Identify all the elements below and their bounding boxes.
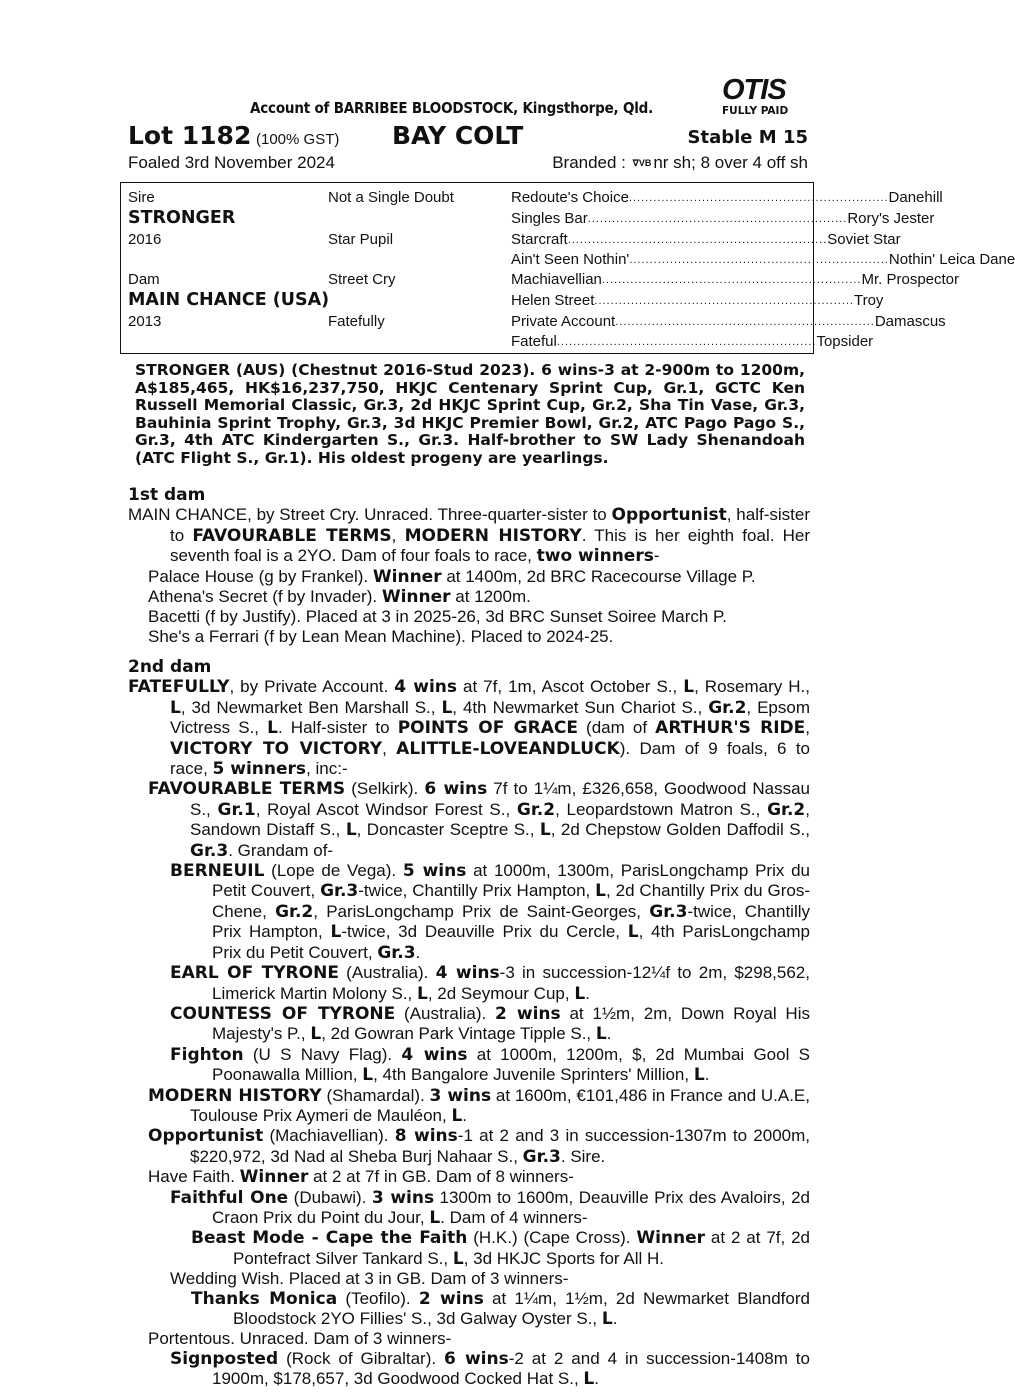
family-entry: [170, 1269, 810, 1288]
text-run: -: [653, 546, 660, 566]
bold-text: Gr.3: [190, 840, 229, 861]
family-entry: [148, 1126, 810, 1167]
sire-name: STRONGER: [128, 208, 236, 228]
family-entry: [191, 1289, 810, 1330]
text-run: at 2 at 7f in GB. Dam of 8 winners-: [308, 1167, 574, 1187]
text-run: MAIN CHANCE, by Street Cry. Unraced. Three-quarter-sister to: [128, 505, 612, 525]
text-run: , Leopardstown Matron S.,: [555, 799, 768, 819]
text-run: (Lope de Vega).: [264, 861, 403, 881]
text-run: , 2d Seymour Cup,: [427, 983, 575, 1003]
branded-details: nr sh; 8 over 4 off sh: [653, 153, 808, 172]
bold-text: Winner: [381, 587, 451, 608]
text-run: at 1000m, 1300m, ParisLongchamp Prix du Petit Couvert,: [212, 861, 810, 901]
fully-paid-text: FULLY PAID: [722, 105, 789, 117]
dam-label: Dam: [128, 271, 160, 288]
family-entry: [148, 1167, 810, 1187]
foals-list: [128, 567, 810, 647]
text-run: .: [594, 1369, 599, 1389]
family-entry: [148, 1329, 810, 1348]
text-run: .: [585, 983, 590, 1003]
text-run: , ParisLongchamp Prix de Saint-Georges,: [313, 901, 650, 921]
text-run: -1 at 2 and 3 in succession-1307m to 2000m, $220,972, 3d Nad al Sheba Burj Nahaar S.,: [190, 1126, 810, 1166]
bold-text: ARTHUR'S RIDE: [655, 718, 806, 739]
sire-sire: Not a Single Doubt: [328, 189, 454, 206]
text-run: (H.K.) (Cape Cross).: [467, 1228, 637, 1248]
text-run: (Dubawi).: [288, 1187, 372, 1207]
second-dam-section: [128, 658, 810, 1390]
bold-text: L: [170, 697, 181, 718]
bold-text: 4 wins: [394, 677, 458, 698]
foal-entry: [148, 587, 810, 607]
bold-text: 4 wins: [401, 1044, 468, 1065]
bold-text: COUNTESS OF TYRONE: [170, 1003, 396, 1024]
text-run: (Australia).: [395, 1003, 496, 1023]
text-run: , Royal Ascot Windsor Forest S.,: [255, 799, 517, 819]
text-run: -twice, Chantilly Prix Hampton,: [212, 901, 810, 942]
bold-text: 6 wins: [444, 1348, 509, 1369]
gst-note: (100% GST): [256, 131, 340, 148]
bold-text: L: [583, 1369, 595, 1390]
branded-label: Branded :: [552, 153, 626, 172]
family-entry: [170, 963, 810, 1004]
text-run: Athena's Secret (f by Invader).: [148, 587, 382, 607]
foal-entry: [148, 607, 810, 626]
first-dam-section: [128, 486, 810, 646]
dam-sire: Street Cry: [328, 271, 396, 288]
bold-text: L: [452, 1248, 464, 1269]
first-dam-heading: 1st dam: [128, 485, 206, 505]
bold-text: Opportunist: [611, 505, 727, 526]
text-run: (Shamardal).: [321, 1085, 430, 1105]
bold-text: L: [574, 983, 586, 1004]
text-run: . Half-sister to: [277, 718, 398, 738]
text-run: at 1600m, €101,486 in France and U.A.E, Toulouse Prix Aymeri de Mauléon,: [190, 1085, 810, 1125]
text-run: -twice, Chantilly Prix Hampton,: [358, 881, 596, 901]
text-run: (Rock of Gibraltar).: [278, 1348, 445, 1368]
bold-text: Gr.3: [649, 901, 688, 922]
bold-text: L: [539, 820, 551, 841]
pedigree-table: [120, 182, 1015, 354]
bold-text: Beast Mode - Cape the Faith: [191, 1228, 468, 1249]
text-run: Bacetti (f by Justify). Placed at 3 in 2025-26, 3d BRC Sunset Soiree March P.: [148, 607, 727, 627]
ancestor-row: Starcraft ................................................................ Soviet Star: [511, 231, 901, 248]
bold-text: VICTORY TO VICTORY: [170, 738, 383, 759]
bold-text: Winner: [239, 1167, 309, 1188]
text-run: Portentous. Unraced. Dam of 3 winners-: [148, 1329, 452, 1349]
bold-text: L: [595, 1024, 607, 1045]
brand-mark-icon: ᐁVB: [632, 158, 652, 168]
bold-text: L: [417, 983, 428, 1004]
text-run: ,: [391, 525, 405, 545]
bold-text: 4 wins: [435, 963, 500, 984]
bold-text: POINTS OF GRACE: [397, 718, 578, 739]
bold-text: 5 wins: [402, 861, 467, 882]
text-run: (U S Navy Flag).: [243, 1044, 402, 1064]
bold-text: 3 wins: [371, 1187, 435, 1208]
bold-text: Gr.2: [767, 799, 806, 820]
foal-entry: [148, 627, 810, 646]
bold-text: Gr.3: [377, 942, 416, 963]
text-run: , 4th ParisLongchamp Prix du Petit Couvert,: [212, 922, 810, 962]
second-dam-heading: 2nd dam: [128, 657, 212, 677]
ancestor-row: Ain't Seen Nothin' ................................................................ Nothin' Leica Dane: [511, 251, 1015, 268]
text-run: ). Dam of 9 foals, 6 to race,: [170, 738, 811, 779]
family-entry: [170, 1045, 810, 1086]
family-entry: [170, 861, 810, 963]
bold-text: L: [451, 1105, 463, 1126]
text-run: . Sire.: [560, 1146, 606, 1166]
bold-text: 2 wins: [418, 1288, 484, 1309]
family-entry: [170, 1349, 810, 1390]
text-run: Have Faith.: [148, 1167, 240, 1187]
text-run: , 4th Newmarket Sun Chariot S.,: [452, 697, 709, 717]
text-run: , 4th Bangalore Juvenile Sprinters' Million,: [373, 1065, 694, 1085]
otis-fully-paid-logo: [720, 74, 812, 118]
text-run: at 7f, 1m, Ascot October S.,: [457, 677, 684, 697]
family-entry: [170, 1188, 810, 1229]
bold-text: FAVOURABLE TERMS: [192, 525, 392, 546]
foal-entry: [148, 567, 810, 587]
bold-text: Signposted: [170, 1348, 279, 1369]
bold-text: Gr.1: [217, 799, 256, 820]
dam-name: MAIN CHANCE (USA): [128, 290, 330, 310]
bold-text: Gr.3: [320, 881, 359, 902]
bold-text: Gr.2: [708, 697, 747, 718]
bold-text: L: [441, 697, 453, 718]
text-run: at 1400m, 2d BRC Racecourse Village P.: [441, 566, 756, 586]
bold-text: 6 wins: [424, 779, 488, 800]
text-run: , half-sister to: [170, 505, 810, 545]
text-run: -3 in succession-12¼f to 2m, $298,562, Limerick Martin Molony S.,: [212, 963, 810, 1003]
text-run: (Teofilo).: [337, 1288, 419, 1308]
text-run: 1300m to 1600m, Deauville Prix des Avaloirs, 2d Craon Prix du Point du Jour,: [212, 1187, 810, 1227]
second-dam-entries: [128, 677, 810, 1389]
vendor-account: Account of BARRIBEE BLOODSTOCK, Kingsthorpe, Qld.: [250, 99, 654, 117]
lot-number: Lot 1182: [128, 121, 252, 150]
bold-text: Gr.2: [516, 799, 556, 820]
sire-year: 2016: [128, 231, 162, 248]
bold-text: Winner: [636, 1228, 706, 1249]
ancestor-row: Redoute's Choice ................................................................ Danehill: [511, 189, 943, 206]
text-run: .: [606, 1024, 612, 1044]
bold-text: 5 winners: [212, 759, 307, 780]
text-run: ,: [382, 738, 397, 758]
text-run: .: [415, 942, 421, 962]
family-entry: [128, 677, 810, 779]
ancestor-row: Machiavellian ................................................................ Mr. Prospector: [511, 271, 960, 288]
text-run: , Doncaster Sceptre S.,: [356, 820, 540, 840]
text-run: .: [612, 1309, 618, 1328]
text-run: at 1000m, 1200m, $, 2d Mumbai Gool S Poonawalla Million,: [212, 1044, 810, 1085]
bold-text: L: [627, 922, 639, 943]
bold-text: L: [267, 718, 278, 739]
text-run: , by Private Account.: [229, 677, 395, 697]
bold-text: L: [345, 820, 357, 841]
text-run: , 2d Gowran Park Vintage Tipple S.,: [321, 1024, 596, 1044]
dam-dam: Fatefully: [328, 313, 385, 330]
foaled-date: Foaled 3rd November 2024: [128, 153, 335, 172]
text-run: (dam of: [577, 718, 656, 738]
bold-text: L: [683, 677, 695, 698]
bold-text: BERNEUIL: [170, 861, 265, 882]
text-run: ,: [805, 718, 810, 738]
text-run: Wedding Wish. Placed at 3 in GB. Dam of 3 winners-: [170, 1269, 569, 1289]
bold-text: two winners: [536, 546, 654, 567]
bold-text: L: [601, 1309, 613, 1329]
text-run: . This is her eighth foal. Her seventh foal is a 2YO. Dam of four foals to race,: [170, 525, 811, 566]
text-run: -2 at 2 and 4 in succession-1408m to 1900m, $178,657, 3d Goodwood Cocked Hat S.,: [212, 1348, 810, 1389]
bold-text: L: [429, 1207, 441, 1228]
text-run: -twice, 3d Deauville Prix du Cercle,: [341, 922, 628, 942]
text-run: , 3d HKJC Sports for All H.: [463, 1248, 664, 1268]
bold-text: 2 wins: [495, 1003, 561, 1024]
text-run: 7f to 1¼m, £326,658, Goodwood Nassau S.,: [190, 779, 810, 819]
bold-text: MODERN HISTORY: [404, 525, 582, 546]
stable-location: Stable M 15: [687, 127, 808, 148]
bold-text: EARL OF TYRONE: [170, 963, 339, 984]
bold-text: FATEFULLY: [128, 677, 230, 698]
text-run: .: [462, 1105, 468, 1125]
text-run: , inc:-: [306, 759, 348, 779]
otis-logo-text: OTIS: [722, 74, 786, 106]
text-run: , Sandown Distaff S.,: [190, 799, 810, 840]
bold-text: Thanks Monica: [191, 1288, 338, 1309]
family-entry: [191, 1228, 810, 1269]
text-run: at 2 at 7f, 2d Pontefract Silver Tankard S.,: [233, 1228, 810, 1268]
first-dam-intro: [128, 505, 810, 566]
dam-year: 2013: [128, 313, 162, 330]
text-run: , Epsom Victress S.,: [170, 697, 810, 738]
text-run: at 1½m, 2m, Down Royal His Majesty's P.,: [212, 1003, 810, 1044]
text-run: , Rosemary H.,: [694, 677, 810, 697]
ancestor-row: Singles Bar ................................................................ Rory's Jester: [511, 210, 935, 227]
sire-label: Sire: [128, 189, 155, 206]
text-run: , 3d Newmarket Ben Marshall S.,: [180, 697, 442, 717]
family-entry: [148, 1086, 810, 1127]
text-run: , 2d Chepstow Golden Daffodil S.,: [550, 820, 811, 840]
ancestor-row: Helen Street ................................................................ Troy: [511, 292, 884, 309]
text-run: . Grandam of-: [228, 840, 334, 860]
bold-text: 3 wins: [429, 1085, 492, 1106]
bold-text: FAVOURABLE TERMS: [148, 779, 346, 800]
text-run: .: [704, 1065, 710, 1085]
bold-text: Faithful One: [170, 1187, 289, 1208]
bold-text: L: [693, 1065, 705, 1086]
bold-text: L: [362, 1065, 374, 1086]
text-run: Palace House (g by Frankel).: [148, 566, 373, 586]
bold-text: 8 wins: [394, 1126, 458, 1147]
bold-text: L: [595, 881, 606, 902]
text-run: , 2d Chantilly Prix du Gros-Chene,: [212, 881, 810, 921]
bold-text: Gr.3: [522, 1146, 561, 1167]
family-entry: [170, 1004, 810, 1045]
branded-info: [552, 153, 808, 173]
bold-text: MODERN HISTORY: [148, 1085, 322, 1106]
bold-text: Winner: [372, 566, 442, 587]
text-run: (Selkirk).: [345, 779, 425, 799]
text-run: at 1200m.: [450, 587, 531, 607]
bold-text: L: [310, 1024, 322, 1045]
bold-text: ALITTLE-LOVEANDLUCK: [396, 738, 620, 759]
text-run: (Machiavellian).: [263, 1126, 395, 1146]
lot-description: BAY COLT: [392, 121, 524, 150]
text-run: (Australia).: [338, 963, 436, 983]
text-run: She's a Ferrari (f by Lean Mean Machine). Placed to 2024-25.: [148, 626, 614, 646]
family-entry: [148, 779, 810, 861]
lot-line: [128, 121, 808, 151]
sire-summary: STRONGER (AUS) (Chestnut 2016-Stud 2023). 6 wins-3 at 2-900m to 1200m, A$185,465, HK$16,237,750, HKJC Centenary Sprint Cup, Gr.1, GCTC Ken Russell Memorial Classic, Gr.3, 2d HKJC Sprint Cup, Gr.2, Sha Tin Vase, Gr.3, Bauhinia Sprint Trophy, Gr.3, 3d HKJC Premier Bowl, Gr.2, ATC Pago Pago S., Gr.3, 4th ATC Kindergarten S., Gr.3. Half-brother to SW Lady Shenandoah (ATC Flight S., Gr.1). His oldest progeny are yearlings.: [135, 361, 805, 467]
bold-text: Fighton: [170, 1044, 244, 1065]
bold-text: L: [330, 922, 342, 943]
sire-dam: Star Pupil: [328, 231, 394, 248]
text-run: at 1¼m, 1½m, 2d Newmarket Blandford Bloodstock 2YO Fillies' S., 3d Galway Oyster S.,: [233, 1288, 810, 1328]
text-run: . Dam of 4 winners-: [440, 1207, 588, 1227]
ancestor-row: Fateful ................................................................ Topsider: [511, 333, 874, 350]
bold-text: Gr.2: [275, 901, 314, 922]
ancestor-row: Private Account ................................................................ Damascus: [511, 313, 946, 330]
bold-text: Opportunist: [148, 1126, 264, 1147]
